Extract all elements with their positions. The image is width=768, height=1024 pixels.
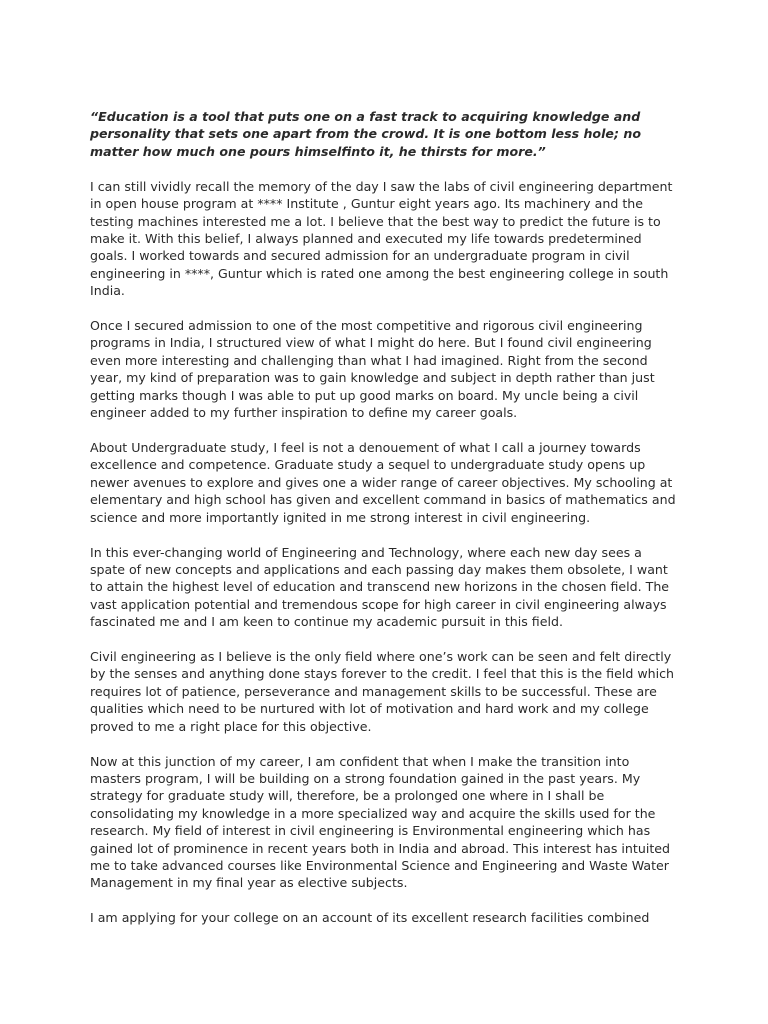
- paragraph-line: make it. With this belief, I always planned and executed my life towards predetermined: [90, 230, 642, 246]
- paragraph-line: elementary and high school has given and excellent command in basics of mathematics and: [90, 492, 676, 508]
- quote-line: matter how much one pours himselfinto it, he thirsts for more.”: [90, 143, 546, 159]
- paragraph-line: India.: [90, 283, 125, 299]
- paragraph-line: masters program, I will be building on a strong foundation gained in the past years. My: [90, 771, 641, 786]
- paragraph-admission: [90, 317, 688, 421]
- paragraph-line: vast application potential and tremendous scope for high career in civil engineering always: [90, 596, 667, 612]
- quote-line: personality that sets one apart from the crowd. It is one bottom less hole; no: [90, 126, 641, 142]
- paragraph-line: consolidating my knowledge in a more specialized way and acquire the skills used for the: [90, 805, 656, 821]
- paragraph-line: excellence and competence. Graduate study a sequel to undergraduate study opens up: [90, 457, 646, 473]
- paragraph-line: requires lot of patience, perseverance and management skills to be successful. These are: [90, 683, 657, 699]
- paragraph-line: year, my kind of preparation was to gain knowledge and subject in depth rather than just: [90, 370, 655, 386]
- paragraph-applying: [90, 909, 688, 926]
- paragraph-career-junction: [90, 753, 688, 892]
- document-body: [90, 108, 688, 944]
- paragraph-line: by the senses and anything done stays forever to the credit. I feel that this is the field which: [90, 666, 675, 682]
- paragraph-line: Now at this junction of my career, I am confident that when I make the transition into: [90, 753, 630, 769]
- paragraph-line: newer avenues to explore and gives one a wider range of career objectives. My schooling at: [90, 474, 673, 490]
- paragraph-line: I am applying for your college on an account of its excellent research facilities combined: [90, 910, 650, 926]
- paragraph-line: qualities which need to be nurtured with lot of motivation and hard work and my college: [90, 701, 649, 717]
- paragraph-line: to attain the highest level of education and transcend new horizons in the chosen field. The: [90, 579, 670, 595]
- paragraph-line: proved to me a right place for this objective.: [90, 718, 372, 734]
- paragraph-line: Once I secured admission to one of the most competitive and rigorous civil engineering: [90, 318, 643, 334]
- paragraph-lab-memory: [90, 178, 688, 300]
- paragraph-line: engineering in ****, Guntur which is rated one among the best engineering college in south: [90, 265, 669, 281]
- paragraph-line: Civil engineering as I believe is the only field where one’s work can be seen and felt directly: [90, 649, 672, 665]
- paragraph-line: getting marks though I was able to put up good marks on board. My uncle being a civil: [90, 387, 639, 403]
- paragraph-line: testing machines interested me a lot. I believe that the best way to predict the future is to: [90, 213, 661, 229]
- paragraph-line: me to take advanced courses like Environmental Science and Engineering and Waste Water: [90, 858, 669, 874]
- paragraph-civil-engineering: [90, 648, 688, 735]
- paragraph-line: Management in my final year as elective subjects.: [90, 875, 408, 891]
- paragraph-changing-world: [90, 544, 688, 631]
- paragraph-line: About Undergraduate study, I feel is not a denouement of what I call a journey towards: [90, 440, 641, 455]
- paragraph-line: In this ever-changing world of Engineering and Technology, where each new day sees a: [90, 544, 642, 560]
- paragraph-line: research. My field of interest in civil engineering is Environmental engineering which has: [90, 823, 651, 839]
- quote-line: “Education is a tool that puts one on a fast track to acquiring knowledge and: [90, 109, 641, 124]
- paragraph-line: even more interesting and challenging than what I had imagined. Right from the second: [90, 352, 648, 368]
- paragraph-line: I can still vividly recall the memory of the day I saw the labs of civil engineering department: [90, 178, 673, 194]
- opening-quote: [90, 108, 688, 160]
- paragraph-line: strategy for graduate study will, therefore, be a prolonged one where in I shall be: [90, 788, 605, 804]
- paragraph-line: goals. I worked towards and secured admission for an undergraduate program in civil: [90, 248, 630, 264]
- paragraph-line: programs in India, I structured view of what I might do here. But I found civil engineering: [90, 335, 652, 351]
- paragraph-line: engineer added to my further inspiration to define my career goals.: [90, 405, 518, 421]
- paragraph-line: gained lot of prominence in recent years both in India and abroad. This interest has intuited: [90, 840, 671, 856]
- paragraph-line: spate of new concepts and applications and each passing day makes them obsolete, I want: [90, 561, 668, 577]
- paragraph-undergraduate-study: [90, 439, 688, 526]
- paragraph-line: science and more importantly ignited in me strong interest in civil engineering.: [90, 509, 591, 525]
- paragraph-line: in open house program at **** Institute , Guntur eight years ago. Its machinery and the: [90, 196, 643, 212]
- paragraph-line: fascinated me and I am keen to continue my academic pursuit in this field.: [90, 614, 563, 630]
